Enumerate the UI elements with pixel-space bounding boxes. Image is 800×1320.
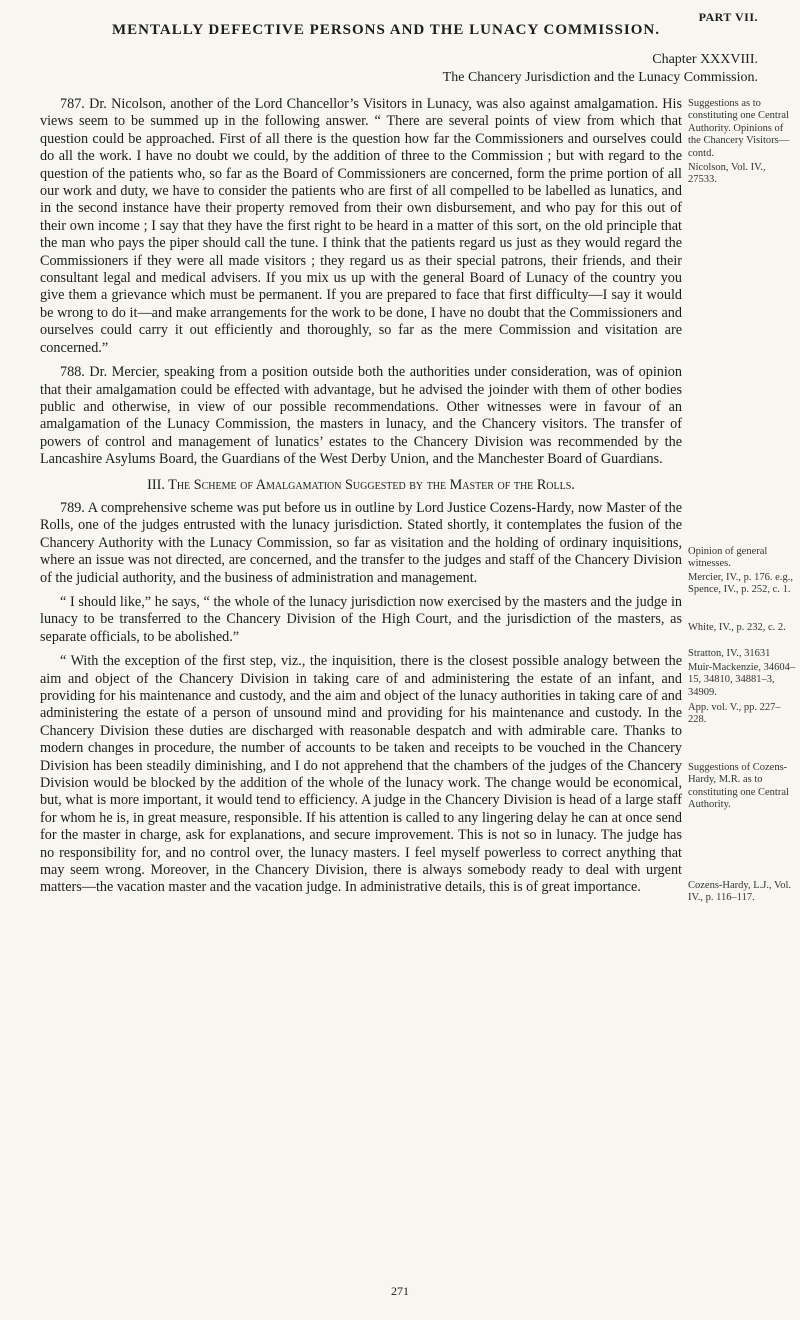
paragraph-788: 788. Dr. Mercier, speaking from a position outside both the authorities under consideration, was of opinion that their amalgamation could be effected with advantage, but he advised the joinder with them of other bodies public and otherwise, in view of our possible recommendations. Other witnesses were in favour of an amalgamation of the Lunacy Commission, the masters in lunacy, and the Chancery visitors. The transfer of powers of control and management of lunatics’ estates to the Chancery Division was recommended by the Lancashire Asylums Board, the Guardians of the West Derby Union, and the Manchester Board of Guardians. [40,364,682,468]
margin-note: Nicolson, Vol. IV., 27533. [688,162,766,186]
margin-note: App. vol. V., pp. 227–228. [688,702,781,726]
part-label: PART VII. [698,10,758,24]
margin-note: Suggestions as to constituting one Central Authority. Opinions of the Chancery Visitors—contd. [688,98,790,159]
chapter-label: Chapter XXXVIII. [652,52,758,67]
margin-note: Suggestions of Cozens-Hardy, M.R. as to constituting one Central Authority. [688,762,789,811]
paragraph-quote-2: “ With the exception of the first step, viz., the inquisition, there is the closest possible analogy between the aim and object of the Chancery Division in taking care of and administering the estate of an infant, and providing for his maintenance and custody, and the aim and object of the lunacy authorities in taking care of and administering the estate of a person of unsound mind and providing for his maintenance and custody. In the Chancery Division these duties are discharged with reasonable despatch and with admirable care. Thanks to modern changes in procedure, the number of accounts to be taken and receipts to be vouched in the Chancery Division has been steadily diminishing, and I do not apprehend that the chambers of the judges of the Chancery Division would be blocked by the addition of the whole of the lunacy work. The change would be economical, but, what is more important, it would tend to efficiency. A judge in the Chancery Division is head of a large staff for whom he is, in great measure, responsible. If his attention is called to any lingering delay he can at once send for the master in charge, ask for explanations, and secure improvement. This is not so in lunacy. The judge has no responsibility for, and no control over, the lunacy masters. I feel myself powerless to correct anything that may seem wrong. Moreover, in the Chancery Division, there is always somebody ready to deal with urgent matters—the vacation master and the vacation judge. In administrative details, this is of great importance. [40,653,682,896]
margin-note: White, IV., p. 232, c. 2. [688,622,786,633]
paragraph-789: 789. A comprehensive scheme was put before us in outline by Lord Justice Cozens-Hardy, now Master of the Rolls, one of the judges entrusted with the lunacy jurisdiction. Stated shortly, it contemplates the fusion of the Chancery Authority with the Lunacy Commission, so far as visitation and the holding of ordinary inquisitions, where an issue was not directed, are concerned, and the transfer to the judges and staff of the Chancery Division of the judicial authority, and the business of administration and management. [40,499,682,586]
margin-note: Mercier, IV., p. 176. e.g., Spence, IV., p. 252, c. 1. [688,572,793,596]
section-heading: III. The Scheme of Amalgamation Suggested by the Master of the Rolls. [147,476,575,493]
page-number: 271 [391,1284,409,1298]
margin-note: Stratton, IV., 31631 [688,648,771,659]
margin-note: Cozens-Hardy, L.J., Vol. IV., p. 116–117. [688,880,792,904]
margin-note: Opinion of general witnesses. [688,546,768,570]
margin-note: Muir-Mackenzie, 34604–15, 34810, 34881–3, 34909. [688,662,796,698]
body-text [40,96,682,904]
paragraph-quote-1: “ I should like,” he says, “ the whole of the lunacy jurisdiction now exercised by the masters and the judge in lunacy to be transferred to the Chancery Division of the High Court, and the jurisdiction of the masters, as separate officials, to be abolished.” [40,593,682,645]
running-title: MENTALLY DEFECTIVE PERSONS AND THE LUNACY COMMISSION. [112,22,660,38]
paragraph-787: 787. Dr. Nicolson, another of the Lord Chancellor’s Visitors in Lunacy, was also against amalgamation. His views seem to be summed up in the following answer. “ There are several points of view from which that question could be approached. First of all there is the question how far the Commissioners and ourselves could do all the work. I have no doubt we could, by the addition of three to the Commission ; but with regard to the question of the patients who, so far as the Board of Commissioners are concerned, form the prime portion of all our work and duty, we have to consider the patients who are first of all compelled to be labelled as lunatics, and in the second instance have their property removed from their own disbursement, and who pay for this out of their own income ; I say that they have the first right to be heard in a matter of this sort, on the old principle that the man who pays the piper should call the tune. I think that the patients regard us just as they would regard the Commissioners if they were all made visitors ; they regard us as their special patrons, their friends, and their consultant legal and medical advisers. If you mix us up with the general Board of Lunacy of the country you give them a grievance which must be permanent. If you are prepared to face that first difficulty—I say it would be wrong to do it—and make arrangements for the work to be done, I have no doubt that the Commissioners and ourselves could carry it out efficiently and thoroughly, so far as the mere Commission and visitation are concerned.” [40,96,682,356]
chapter-subtitle: The Chancery Jurisdiction and the Lunacy Commission. [442,70,758,85]
